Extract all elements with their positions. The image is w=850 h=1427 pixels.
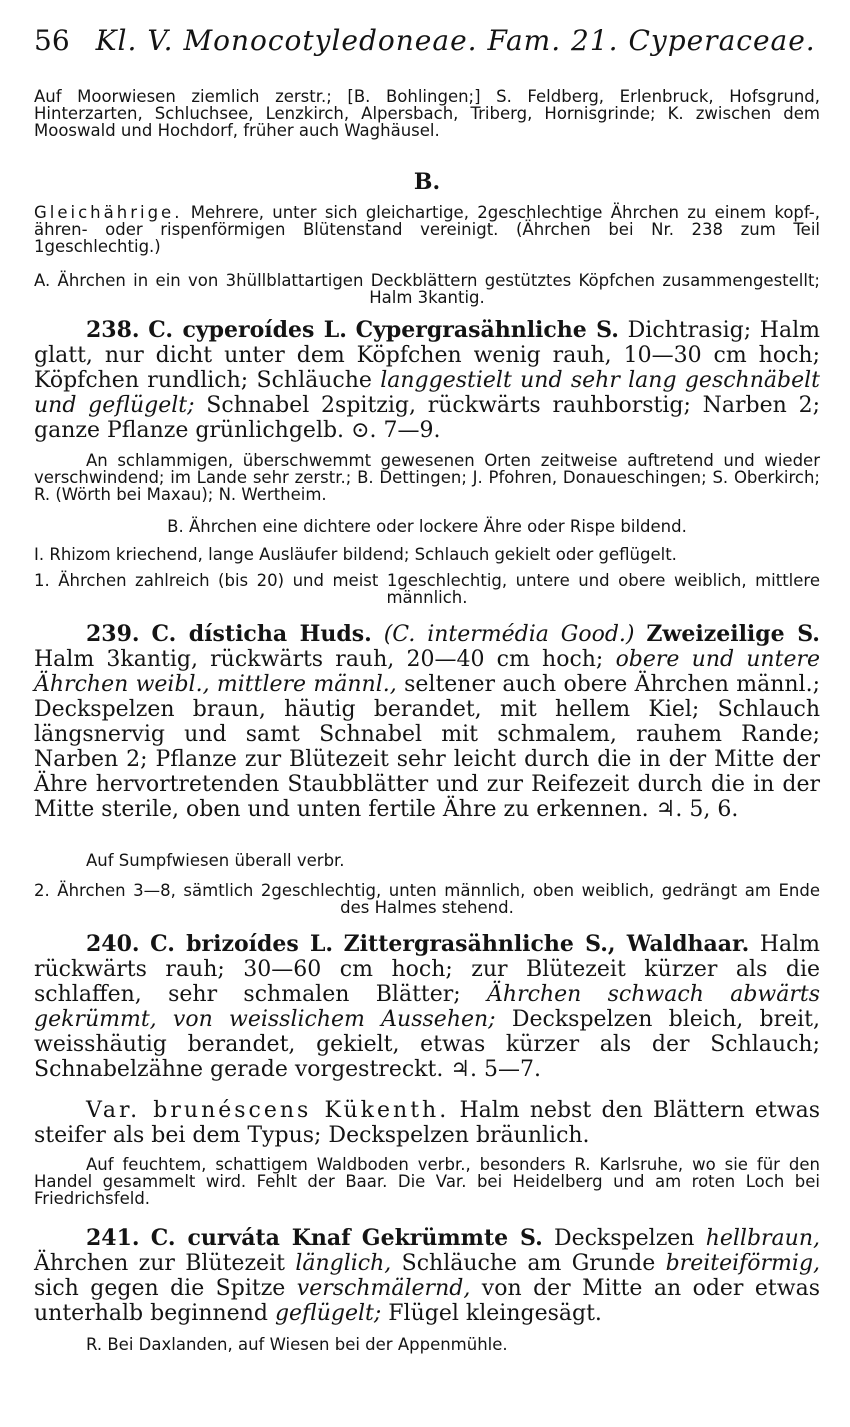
paragraph-locations-intro: Auf Moorwiesen ziemlich zerstr.; [B. Bohlingen;] S. Feldberg, Erlenbruck, Hofsgrund, Hinterzarten, Schluchsee, Lenzkirch, Alpersbach, Triberg, Hornisgrinde; K. zwischen dem Mooswald und Hochdorf, früher auch Waghäusel. bbox=[34, 87, 820, 140]
species-238-number: 238. bbox=[86, 317, 140, 343]
term-gleichaehrige: Gleichährige. bbox=[34, 203, 183, 222]
species-241-italic-5: geflügelt; bbox=[274, 1301, 382, 1326]
species-241-text-3: Schläuche am Grunde bbox=[401, 1251, 656, 1276]
section-heading-b: B. bbox=[413, 169, 441, 195]
species-239-text-1: Halm 3kantig, rückwärts rauh, 20—40 cm hoch; bbox=[34, 647, 604, 672]
key-step-b: B. Ährchen eine dichtere oder lockere Ähre oder Rispe bildend. bbox=[167, 517, 687, 536]
species-240-variety-name: Var. brunéscens Kükenth. bbox=[86, 1098, 450, 1123]
species-241-locations: R. Bei Daxlanden, auf Wiesen bei der Appenmühle. bbox=[86, 1335, 508, 1354]
species-240-symbols: ♃. 5—7. bbox=[450, 1057, 542, 1082]
species-241-number: 241. bbox=[86, 1225, 140, 1251]
species-238-symbols: ⊙. 7—9. bbox=[351, 418, 441, 443]
page-number: 56 bbox=[34, 24, 70, 57]
key-step-1: 1. Ährchen zahlreich (bis 20) und meist 1geschlechtig, untere und obere weiblich, mittlere männlich. bbox=[34, 571, 820, 607]
gleichaehrige-text: Mehrere, unter sich gleichartige, 2geschlechtige Ährchen zu einem kopf-, ähren- oder rispenförmigen Blütenstand vereinigt. (Ährchen bei Nr. 238 zum Teil 1geschlechtig.) bbox=[34, 203, 820, 256]
species-239-number: 239. bbox=[86, 621, 140, 647]
species-239-text-2: seltener auch obere Ährchen männl.; Deckspelzen braun, häutig berandet, mit hellem Kiel; Schlauch längsnervig und samt Schnabel mit schmalem, rauhem Rande; Narben 2; Pflanze zur Blütezeit sehr leicht durch die in der Mitte der Ähre hervortretenden Staubblätter und zur Reifezeit durch die in der Mitte sterile, oben und unten fertile Ähre zu erkennen. bbox=[34, 672, 820, 822]
species-241 bbox=[34, 1226, 820, 1326]
species-238-locations: An schlammigen, überschwemmt gewesenen Orten zeitweise auftretend und wieder verschwindend; im Lande sehr zerstr.; B. Dettingen; J. Pfohren, Donaueschingen; S. Oberkirch; R. (Wörth bei Maxau); N. Wertheim. bbox=[34, 451, 820, 504]
species-241-text-2: Ährchen zur Blütezeit bbox=[34, 1251, 285, 1276]
species-241-text-1: Deckspelzen bbox=[553, 1226, 695, 1251]
species-241-italic-1: hellbraun, bbox=[705, 1226, 820, 1251]
species-239-italic-1: obere und untere Ährchen weibl., mittlere männl., bbox=[34, 647, 821, 697]
paragraph-gleichaehrige bbox=[34, 204, 820, 255]
species-241-name: C. curváta Knaf bbox=[150, 1225, 351, 1251]
species-241-common-name: Gekrümmte S. bbox=[361, 1225, 543, 1251]
species-239-synonym: (C. intermédia Good.) bbox=[383, 622, 635, 647]
species-238-common-name: Cypergrasähnliche S. bbox=[355, 317, 619, 343]
species-241-italic-2: länglich, bbox=[295, 1251, 392, 1276]
species-238-name: C. cyperoídes L. bbox=[148, 317, 347, 343]
key-step-i: I. Rhizom kriechend, lange Ausläufer bildend; Schlauch gekielt oder geflügelt. bbox=[34, 545, 677, 564]
species-239-common-name: Zweizeilige S. bbox=[646, 621, 820, 647]
key-step-2: 2. Ährchen 3—8, sämtlich 2geschlechtig, unten männlich, oben weiblich, gedrängt am Ende des Halmes stehend. bbox=[34, 881, 820, 917]
species-240-variety bbox=[34, 1098, 820, 1148]
species-240-text-2: Deckspelzen bleich, breit, weisshäutig berandet, gekielt, etwas kürzer als der Schlauch; Schnabelzähne gerade vorgestreckt. bbox=[34, 1007, 820, 1082]
species-239-symbols: ♃. 5, 6. bbox=[655, 797, 739, 822]
species-239 bbox=[34, 622, 820, 822]
species-240-number: 240. bbox=[86, 931, 140, 957]
species-241-text-5: von der Mitte an oder etwas unterhalb beginnend bbox=[34, 1276, 820, 1326]
species-240-common-name: Zittergrasähnliche S., Waldhaar. bbox=[343, 931, 750, 957]
species-239-locations: Auf Sumpfwiesen überall verbr. bbox=[86, 851, 345, 870]
species-240-variety-text: Halm nebst den Blättern etwas steifer als bei dem Typus; Deckspelzen bräunlich. bbox=[34, 1098, 820, 1148]
species-240-italic-1: Ährchen schwach abwärts gekrümmt, von weisslichem Aussehen; bbox=[34, 982, 820, 1032]
species-238-text-2: Schnabel 2spitzig, rückwärts rauhborstig; Narben 2; ganze Pflanze grünlichgelb. bbox=[34, 393, 820, 443]
species-240-locations: Auf feuchtem, schattigem Waldboden verbr., besonders R. Karlsruhe, wo sie für den Handel gesammelt wird. Fehlt der Baar. Die Var. bei Heidelberg und am roten Loch bei Friedrichsfeld. bbox=[34, 1155, 820, 1208]
species-241-text-6: Flügel kleingesägt. bbox=[388, 1301, 602, 1326]
key-step-a: A. Ährchen in ein von 3hüllblattartigen Deckblättern gestütztes Köpfchen zusammengestellt; Halm 3kantig. bbox=[34, 271, 820, 307]
species-240 bbox=[34, 932, 820, 1082]
species-240-text-1: Halm rückwärts rauh; 30—60 cm hoch; zur Blütezeit kürzer als die schlaffen, sehr schmalen Blätter; bbox=[34, 932, 821, 1007]
species-241-italic-4: verschmälernd, bbox=[296, 1276, 471, 1301]
running-header bbox=[34, 24, 824, 57]
species-241-italic-3: breiteiförmig, bbox=[665, 1251, 821, 1276]
species-238-italic-1: langgestielt und sehr lang geschnäbelt und geflügelt; bbox=[34, 368, 820, 418]
species-238-text-1: Dichtrasig; Halm glatt, nur dicht unter dem Köpfchen wenig rauh, 10—30 cm hoch; Köpfchen rundlich; Schläuche bbox=[34, 318, 820, 393]
running-title: Kl. V. Monocotyledoneae. Fam. 21. Cyperaceae. bbox=[95, 24, 816, 57]
species-238 bbox=[34, 318, 820, 443]
species-239-name: C. dísticha Huds. bbox=[151, 621, 372, 647]
species-241-text-4: sich gegen die Spitze bbox=[34, 1276, 286, 1301]
species-240-name: C. brizoídes L. bbox=[150, 931, 334, 957]
